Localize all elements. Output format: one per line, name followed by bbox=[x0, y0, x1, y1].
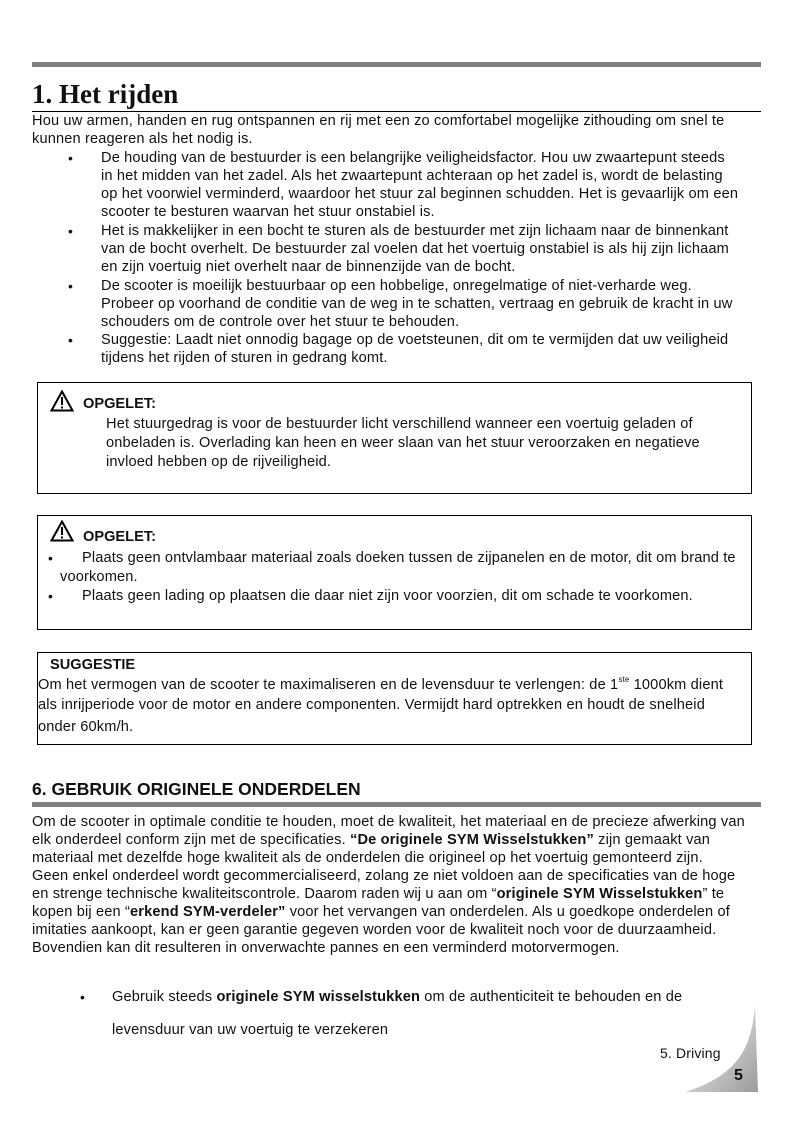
section-6-line bbox=[32, 904, 730, 921]
section-6-line bbox=[32, 832, 710, 849]
text: levensduur van uw voertuig te verzekeren bbox=[112, 1022, 389, 1038]
text: ” te bbox=[702, 886, 725, 902]
text: als inrijperiode voor de motor en andere componenten. Vermijdt hard optrekken en houdt de snelheid bbox=[38, 697, 705, 713]
title-underline bbox=[32, 111, 761, 112]
bold-text: erkend SYM-verdeler” bbox=[130, 904, 286, 920]
bullet-line bbox=[101, 168, 723, 185]
text: schouders om de controle over het stuur te behouden. bbox=[101, 314, 460, 330]
intro-line bbox=[32, 113, 724, 130]
text: Plaats geen lading op plaatsen die daar niet zijn voor voorzien, dit om schade te voorkomen. bbox=[82, 588, 693, 604]
text: Bovendien kan dit resulteren in onverwachte pannes en een verminderd motorvermogen. bbox=[32, 940, 620, 956]
warning-1-line bbox=[106, 435, 700, 452]
bold-text: “De originele SYM Wisselstukken” bbox=[350, 832, 594, 848]
page-number: 5 bbox=[734, 1067, 744, 1084]
bullet-icon: • bbox=[68, 150, 73, 166]
intro-line bbox=[32, 131, 253, 148]
text: voorkomen. bbox=[60, 569, 138, 585]
text: De scooter is moeilijk bestuurbaar op een hobbelige, onregelmatige of niet-verharde weg. bbox=[101, 278, 692, 294]
section-6-line bbox=[32, 886, 724, 903]
text: op het voorwiel verminderd, waardoor het stuur zal beginnen schudden. Het is gevaarlijk om een bbox=[101, 186, 739, 202]
text: zijn gemaakt van bbox=[593, 832, 711, 848]
section-6-line bbox=[32, 940, 620, 957]
warning-2-line bbox=[82, 550, 736, 567]
text: Hou uw armen, handen en rug ontspannen en rij met een zo comfortabel mogelijke zithouding om snel te bbox=[32, 113, 725, 129]
warning-triangle-icon bbox=[50, 520, 74, 542]
text: Het stuurgedrag is voor de bestuurder licht verschillend wanneer een voertuig geladen of bbox=[106, 416, 693, 432]
text: elk onderdeel conform zijn met de specificaties. bbox=[32, 832, 351, 848]
warning-2-line bbox=[60, 569, 138, 586]
suggestion-line bbox=[38, 697, 705, 714]
text: invloed hebben op de rijveiligheid. bbox=[106, 454, 332, 470]
section-6-title: 6. GEBRUIK ORIGINELE ONDERDELEN bbox=[32, 779, 361, 799]
text: materiaal met dezelfde hoge kwaliteit als de onderdelen die origineel op het voertuig gemonteerd zijn. bbox=[32, 850, 703, 866]
bullet-line bbox=[101, 332, 728, 349]
text: Suggestie: Laadt niet onnodig bagage op de voetsteunen, dit om te vermijden dat uw veiligheid bbox=[101, 332, 729, 348]
suggestion-line bbox=[38, 719, 133, 736]
bullet-line bbox=[101, 186, 738, 203]
section-6-rule bbox=[32, 802, 761, 807]
bullet-icon: • bbox=[80, 989, 85, 1005]
section-title: 1. Het rijden bbox=[32, 79, 179, 109]
bullet-line bbox=[101, 204, 435, 221]
text: en strenge technische kwaliteitscontrole. Daarom raden wij u aan om “ bbox=[32, 886, 497, 902]
suggestion-title: SUGGESTIE bbox=[50, 657, 136, 673]
bullet-line bbox=[101, 350, 388, 367]
section-6-bullet-line bbox=[112, 989, 682, 1006]
text: De houding van de bestuurder is een belangrijke veiligheidsfactor. Hou uw zwaartepunt steeds bbox=[101, 150, 725, 166]
text: van de bocht overhelt. De bestuurder zal voelen dat het voertuig onstabiel is als hij zijn lichaam bbox=[101, 241, 729, 257]
bullet-line bbox=[101, 241, 729, 258]
warning-2-title: OPGELET: bbox=[83, 529, 156, 545]
text: in het midden van het zadel. Als het zwaartepunt achteraan op het zadel is, wordt de belasting bbox=[101, 168, 723, 184]
text: onbeladen is. Overlading kan heen en weer slaan van het stuur veroorzaken en negatieve bbox=[106, 435, 700, 451]
bullet-line bbox=[101, 278, 692, 295]
text: om de authenticiteit te behouden en de bbox=[420, 989, 683, 1005]
warning-1-line bbox=[106, 416, 693, 433]
section-6-line bbox=[32, 814, 745, 831]
suggestion-text-a: Om het vermogen van de scooter te maximaliseren en de levensduur te verlengen: de 1 bbox=[38, 677, 619, 693]
text: kopen bij een “ bbox=[32, 904, 130, 920]
footer-chapter: 5. Driving bbox=[660, 1045, 721, 1061]
section-6-line bbox=[32, 922, 716, 939]
text: Geen enkel onderdeel wordt gecommercialiseerd, zolang ze niet voldoen aan de specificaties van de hoge bbox=[32, 868, 736, 884]
text: onder 60km/h. bbox=[38, 719, 134, 735]
bullet-icon: • bbox=[68, 223, 73, 239]
warning-triangle-icon bbox=[50, 390, 74, 412]
superscript: ste bbox=[618, 675, 630, 684]
suggestion-text-b: 1000km dient bbox=[629, 677, 724, 693]
warning-1-line bbox=[106, 454, 331, 471]
bullet-icon: • bbox=[68, 278, 73, 294]
section-6-line bbox=[32, 868, 735, 885]
bullet-line bbox=[101, 223, 729, 240]
bullet-line bbox=[101, 259, 515, 276]
section-6-bullet-line bbox=[112, 1022, 388, 1039]
warning-2-line bbox=[82, 588, 693, 605]
bullet-line bbox=[101, 150, 725, 167]
section-6-line bbox=[32, 850, 703, 867]
text: Gebruik steeds bbox=[112, 989, 217, 1005]
bold-text: originele SYM Wisselstukken bbox=[496, 886, 703, 902]
text: Probeer op voorhand de conditie van de weg in te schatten, vertraag en gebruik de kracht in uw bbox=[101, 296, 733, 312]
bullet-line bbox=[101, 314, 459, 331]
suggestion-line bbox=[38, 677, 723, 694]
text: Het is makkelijker in een bocht te sturen als de bestuurder met zijn lichaam naar de binnenkant bbox=[101, 223, 729, 239]
text: imitaties aankoopt, kan er geen garantie gegeven worden voor de kwaliteit noch voor de duurzaamheid. bbox=[32, 922, 717, 938]
text: en zijn voertuig niet overhelt naar de binnenzijde van de bocht. bbox=[101, 259, 516, 275]
text: Plaats geen ontvlambaar materiaal zoals doeken tussen de zijpanelen en de motor, dit om brand te bbox=[82, 550, 736, 566]
bullet-icon: • bbox=[48, 588, 53, 604]
bold-text: originele SYM wisselstukken bbox=[216, 989, 421, 1005]
text: voor het vervangen van onderdelen. Als u goedkope onderdelen of bbox=[285, 904, 730, 920]
warning-1-title: OPGELET: bbox=[83, 396, 156, 412]
bullet-line bbox=[101, 296, 732, 313]
bullet-icon: • bbox=[48, 550, 53, 566]
top-rule bbox=[32, 62, 761, 67]
text: Om de scooter in optimale conditie te houden, moet de kwaliteit, het materiaal en de precieze afwerking van bbox=[32, 814, 745, 830]
bullet-icon: • bbox=[68, 332, 73, 348]
text: kunnen reageren als het nodig is. bbox=[32, 131, 253, 147]
text: tijdens het rijden of sturen in gedrang komt. bbox=[101, 350, 388, 366]
text: scooter te besturen waarvan het stuur onstabiel is. bbox=[101, 204, 435, 220]
